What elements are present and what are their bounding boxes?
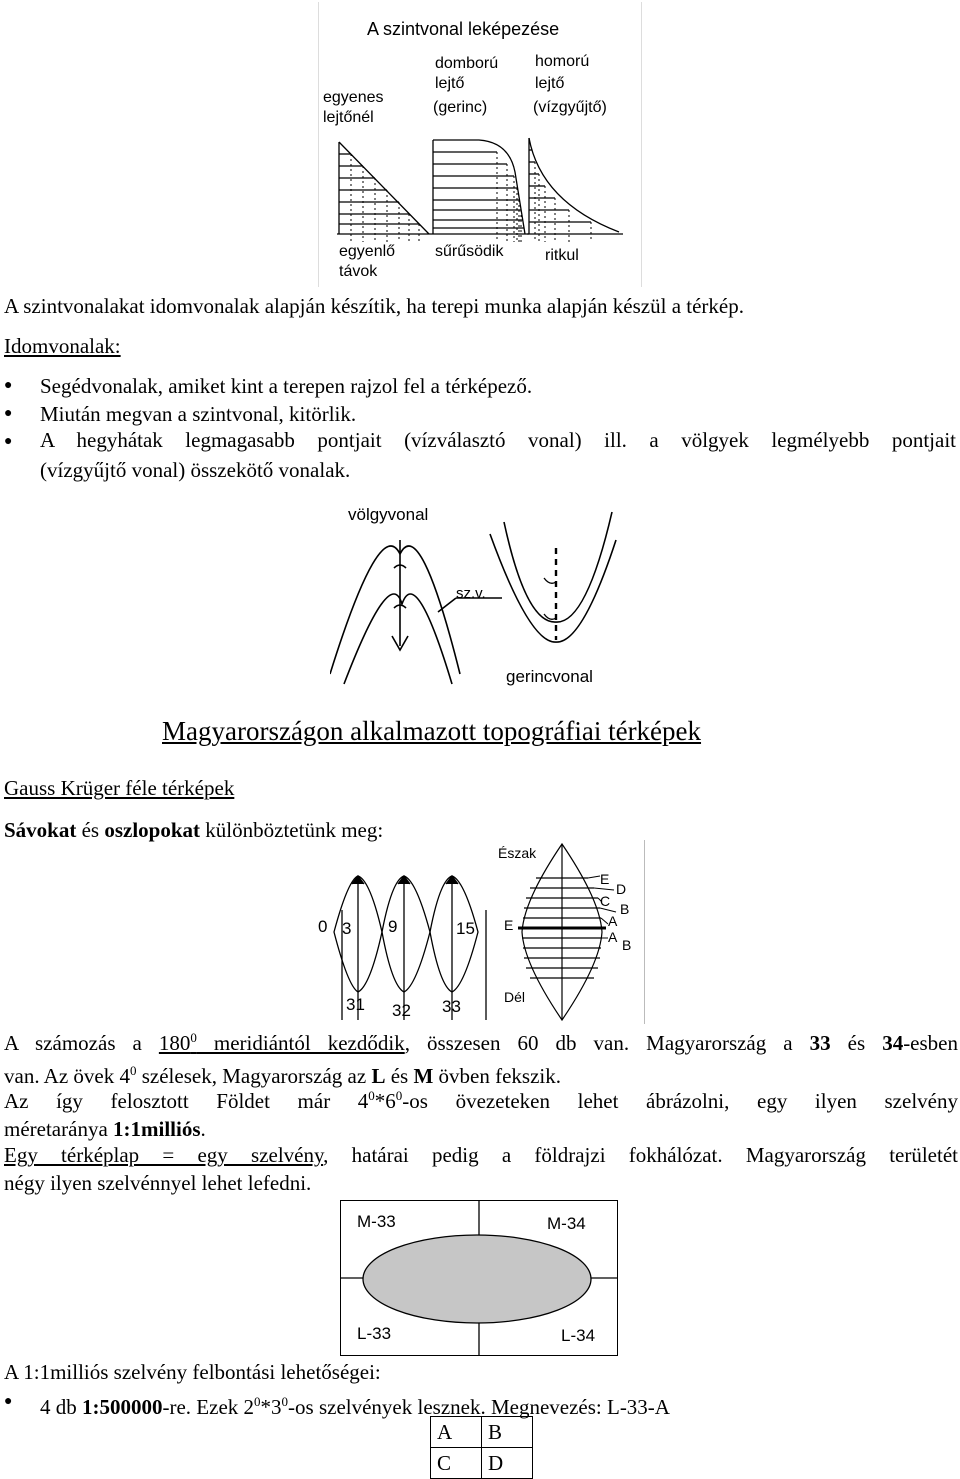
strip-letter-d: D [616,881,627,897]
bold-m: M [413,1064,434,1088]
text: Az így felosztott Földet már 4 [4,1089,369,1113]
text: -os övezeteken lehet ábrázolni, egy ilyen szelvény [402,1089,958,1113]
label-dense: sűrűsödik [435,243,504,260]
label-33: 33 [442,997,461,1016]
bold-scale: 1:1milliós [113,1117,201,1141]
label-north: Észak [498,845,537,861]
text: A számozás a [4,1031,159,1055]
text: -os szelvények lesznek. Megnevezés: L-33-A [288,1395,670,1419]
text: . [200,1117,206,1141]
bold-34: 34 [882,1031,904,1055]
label-sparse: ritkul [545,247,579,264]
label-straight-2: lejtőnél [323,109,374,126]
strip-letter-a: A [608,913,618,929]
sheet-grid-drawing [341,1201,617,1355]
paragraph-savok [4,816,383,844]
hungary-ellipse [363,1235,591,1323]
paragraph-division [4,1082,958,1143]
paragraph-mapsheet [4,1141,958,1197]
list-item [0,372,960,400]
paragraph-contour-intro: A szintvonalakat idomvonalak alapján készítik, ha terepi munka alapján készül a térkép. [4,294,744,318]
label-south: Dél [504,989,526,1005]
sheet-grid-figure [340,1200,618,1356]
valley-ridge-drawing [330,494,630,694]
label-convex-2: lejtő [435,75,465,92]
list-item-subdivision [0,1388,960,1419]
text: , összesen 60 db van. Magyarország a [404,1031,810,1055]
bullet-dot: ● [4,406,13,421]
strip-letter-a2: A [608,929,618,945]
list-item-continuation [0,456,960,484]
strip-figure [496,840,645,1024]
straight-dashes [351,154,419,242]
sheet-l34: L-34 [561,1326,596,1345]
bullet-text: Miután megvan a szintvonal, kitörlik. [40,402,357,426]
numbering-line-1 [4,1024,958,1057]
list-item [0,426,960,456]
grid-cell-b: B [482,1417,533,1448]
bullet-text: Segédvonalak, amiket kint a terepen rajzol fel a térképező. [40,374,533,398]
zone-arrow-ticks [352,876,458,884]
concave-slope [527,138,623,234]
strip-drawing [496,840,644,1024]
sheet-m33: M-33 [357,1212,396,1231]
mapsheet-line-2: négy ilyen szelvénnyel lehet lefedni. [4,1171,312,1195]
zones-drawing [312,870,492,1020]
valley-ridge-figure [330,494,630,694]
text: övben fekszik. [433,1064,562,1088]
bullet-text: (vízgyűjtő vonal) összekötő vonalak. [40,458,351,482]
label-9: 9 [388,917,398,936]
label-0: 0 [318,917,328,936]
text: -esben [903,1031,958,1055]
degree-sup: 0 [368,1088,375,1103]
text: , határai pedig a földrajzi fokhálózat. Magyarország területét [323,1143,958,1167]
grid-row [431,1448,533,1479]
contour-title: A szintvonal leképezése [367,19,560,39]
degree-sup: 0 [129,1063,137,1078]
contour-figure-drawing [319,2,641,287]
text: és [830,1031,883,1055]
label-concave-1: homorú [535,53,590,70]
bold-33: 33 [809,1031,831,1055]
degree-sup: 0 [190,1030,197,1045]
concave-dashes [535,162,591,242]
bold-oszlopok: oszlopokat [104,818,201,842]
text: és [385,1064,414,1088]
bullet-list [0,372,960,484]
paragraph-numbering [4,1024,958,1090]
grid-row [431,1417,533,1448]
text: szélesek, Magyarország az [136,1064,372,1088]
bold-savok: Sávokat [4,818,77,842]
bullet-dot: ● [4,434,13,449]
strip-letter-b: B [620,901,630,917]
zones-figure [312,870,492,1020]
paragraph-subdivision: A 1:1milliós szelvény felbontási lehetőségei: [4,1360,381,1384]
underlined-definition: Egy térképlap = egy szelvény [4,1143,324,1167]
text: meridiántól kezdődik [196,1031,405,1055]
bullet-text [40,1388,670,1421]
bullet-text: A hegyhátak legmagasabb pontjait (vízválasztó vonal) ill. a völgyek legmélyebb pontjait [40,428,956,452]
mapsheet-line-1 [4,1141,958,1169]
ridge-ticks [544,578,556,619]
label-equal-1: egyenlő [339,243,396,260]
label-szv: sz.v. [456,585,486,602]
label-e: E [504,917,514,933]
label-valley: völgyvonal [348,505,429,524]
sheet-l33: L-33 [357,1324,392,1343]
label-convex-1: domború [435,55,499,72]
sheet-m34: M-34 [547,1214,586,1233]
label-convex-3: (gerinc) [433,99,488,116]
label-concave-3: (vízgyűjtő) [533,99,607,116]
strip-letter-e: E [600,871,610,887]
main-title: Magyarországon alkalmazott topográfiai térképek [162,716,702,746]
list-item [0,400,960,426]
label-32: 32 [392,1001,411,1020]
text: *6 [374,1089,396,1113]
bold-l: L [371,1064,386,1088]
label-3: 3 [342,919,352,938]
strip-letter-c: C [600,893,611,909]
text: 180 [158,1031,191,1055]
bold-scale-500000: 1:500000 [82,1395,163,1419]
valley-lines [330,512,616,684]
label-15: 15 [456,919,475,938]
grid-cell-c: C [431,1448,482,1479]
contour-figure [318,2,642,287]
label-31: 31 [346,995,365,1014]
bullet-dot: ● [4,1394,13,1409]
division-line-1 [4,1082,958,1115]
grid-cell-d: D [482,1448,533,1479]
text-es: és [76,818,105,842]
heading-gauss-kruger: Gauss Krüger féle térképek [4,776,235,800]
text: *3 [260,1395,282,1419]
label-equal-2: távok [339,263,378,280]
degree-sup: 0 [395,1088,403,1103]
strip-letter-b2: B [622,937,632,953]
degree-sup: 0 [281,1394,289,1409]
text-rest: különböztetünk meg: [200,818,384,842]
text: -re. Ezek 2 [162,1395,255,1419]
grid-cell-a: A [431,1417,482,1448]
text: 4 db [40,1395,82,1419]
strip-outline [522,844,602,1020]
label-straight-1: egyenes [323,89,384,106]
label-ridge: gerincvonal [506,667,593,686]
underlined-180 [159,1031,405,1055]
abcd-grid [430,1416,533,1479]
bullet-dot: ● [4,378,13,393]
degree-sup: 0 [254,1394,261,1409]
heading-idomvonalak: Idomvonalak: [4,334,121,358]
division-line-2 [4,1115,958,1143]
label-concave-2: lejtő [535,75,565,92]
text: méretaránya [4,1117,114,1141]
text: van. Az övek 4 [4,1064,130,1088]
